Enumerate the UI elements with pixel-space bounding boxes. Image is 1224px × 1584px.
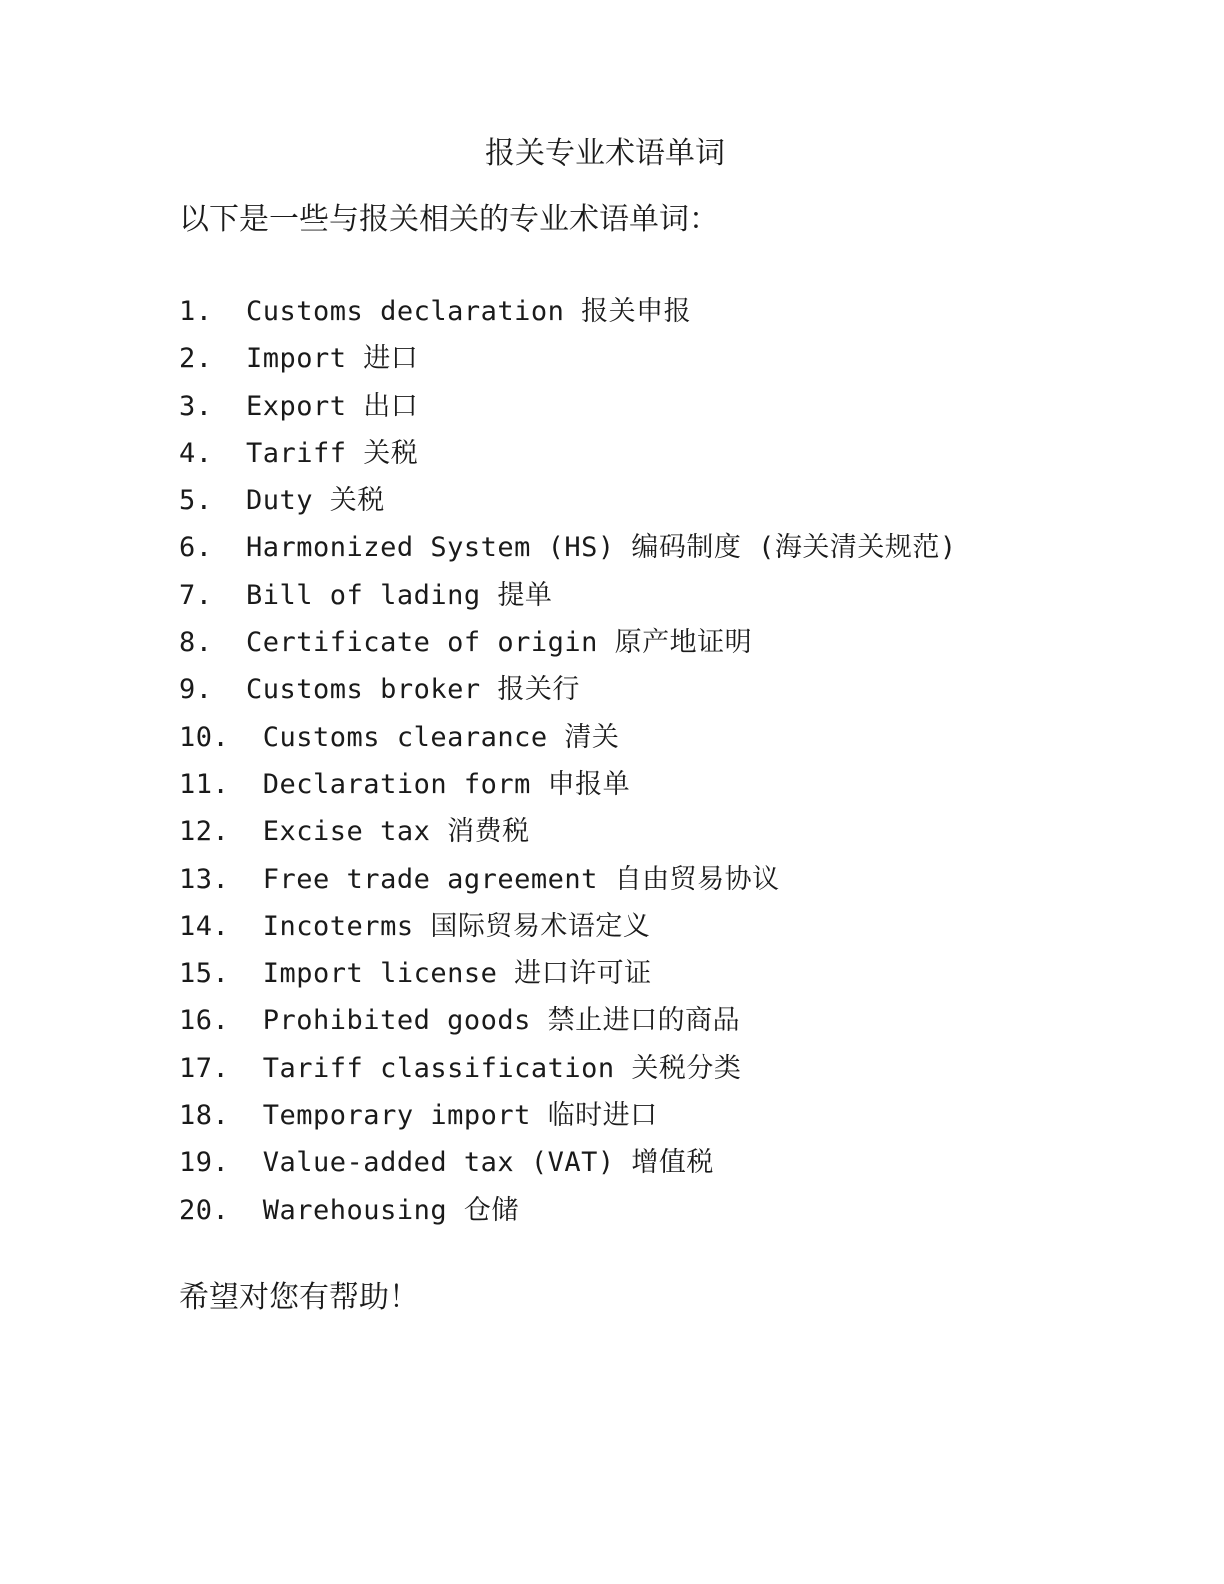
term-item <box>179 481 957 528</box>
term-item <box>179 1049 957 1096</box>
term-item <box>179 576 957 623</box>
term-item <box>179 292 957 339</box>
term-item <box>179 718 957 765</box>
term-item <box>179 907 957 954</box>
document-title: 报关专业术语单词 <box>485 136 725 171</box>
term-item <box>179 434 957 481</box>
term-text: 1. Customs declaration 报关申报 <box>179 296 692 327</box>
term-text: 9. Customs broker 报关行 <box>179 674 580 706</box>
term-item <box>179 1096 957 1143</box>
term-text: 2. Import 进口 <box>179 343 419 375</box>
term-item <box>179 812 957 859</box>
term-text: 6. Harmonized System (HS) 编码制度 (海关清关规范) <box>179 532 957 564</box>
term-item <box>179 339 957 386</box>
term-text: 15. Import license 进口许可证 <box>179 958 652 990</box>
term-text: 14. Incoterms 国际贸易术语定义 <box>179 910 651 942</box>
term-text: 19. Value-added tax (VAT) 增值税 <box>179 1147 714 1179</box>
term-text: 16. Prohibited goods 禁止进口的商品 <box>179 1005 741 1037</box>
term-text: 4. Tariff 关税 <box>179 437 419 469</box>
term-text: 18. Temporary import 临时进口 <box>179 1100 658 1132</box>
term-text: 13. Free trade agreement 自由贸易协议 <box>179 863 780 895</box>
term-item <box>179 1191 957 1238</box>
closing-text: 希望对您有帮助！ <box>179 1280 419 1315</box>
term-text: 11. Declaration form 申报单 <box>179 768 631 800</box>
term-text: 8. Certificate of origin 原产地证明 <box>179 627 753 659</box>
term-text: 17. Tariff classification 关税分类 <box>179 1052 742 1084</box>
term-text: 3. Export 出口 <box>179 390 419 422</box>
term-item <box>179 1143 957 1190</box>
term-text: 5. Duty 关税 <box>179 485 385 517</box>
term-item <box>179 954 957 1001</box>
term-item <box>179 623 957 670</box>
term-item <box>179 670 957 717</box>
term-text: 10. Customs clearance 清关 <box>179 721 620 753</box>
term-item <box>179 1001 957 1048</box>
terms-list <box>179 292 957 1238</box>
term-text: 7. Bill of lading 提单 <box>179 579 553 611</box>
term-item <box>179 528 957 575</box>
intro-paragraph: 以下是一些与报关相关的专业术语单词： <box>179 202 719 237</box>
term-item <box>179 765 957 812</box>
term-item <box>179 387 957 434</box>
term-text: 12. Excise tax 消费税 <box>179 816 530 848</box>
term-text: 20. Warehousing 仓储 <box>179 1194 519 1226</box>
term-item <box>179 860 957 907</box>
